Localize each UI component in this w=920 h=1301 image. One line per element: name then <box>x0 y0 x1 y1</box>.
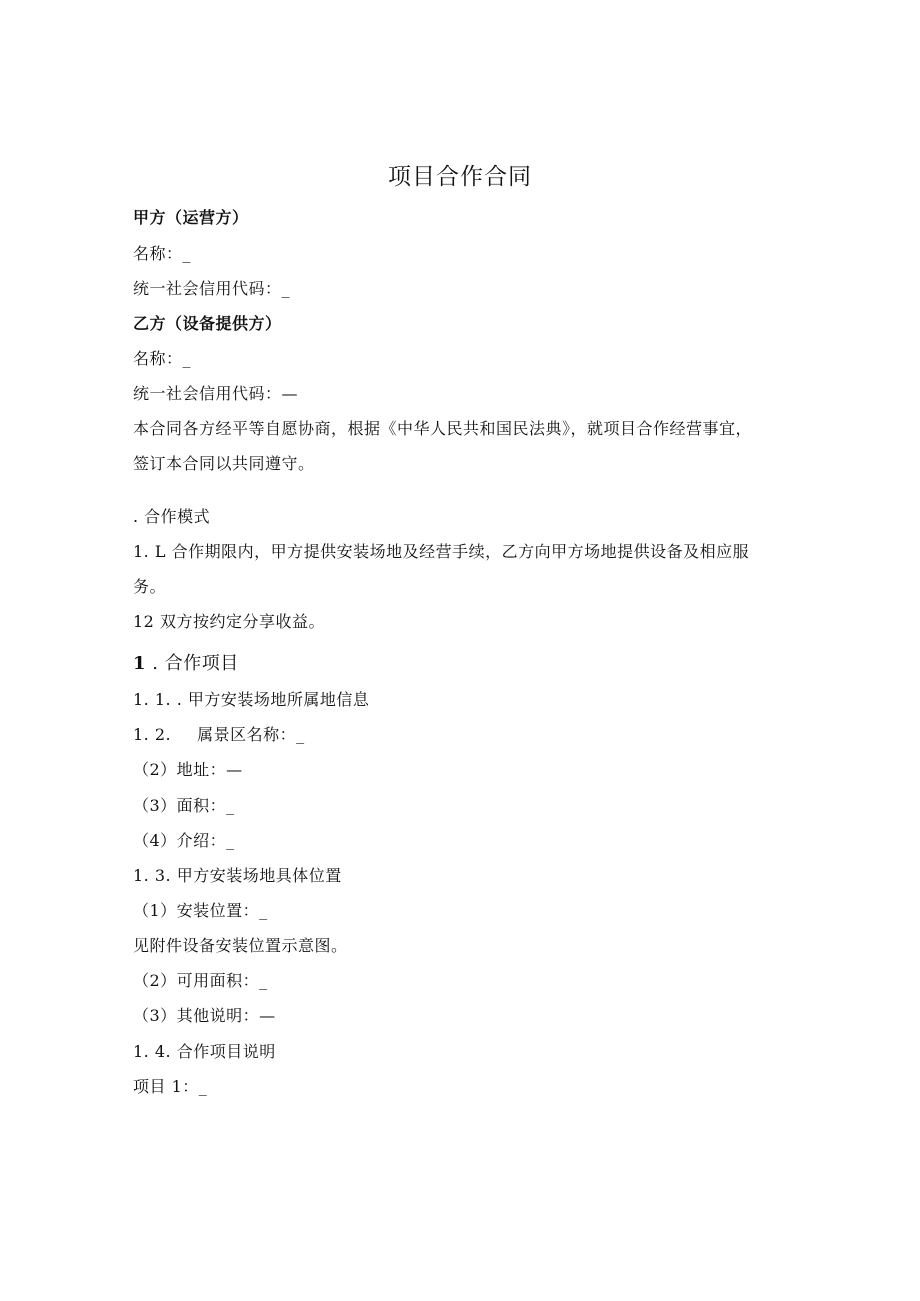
party-a-credit-code: 统一社会信用代码：_ <box>133 279 291 298</box>
section-title: . 合作项目 <box>152 653 239 674</box>
party-a-name: 名称：_ <box>133 244 192 263</box>
clause-number: 1. 2. <box>133 725 172 744</box>
project-1: 项目 1：_ <box>133 1077 208 1096</box>
section-cooperation-mode-heading: . 合作模式 <box>133 507 211 526</box>
install-location-note: 见附件设备安装位置示意图。 <box>133 936 348 955</box>
party-b-heading: 乙方（设备提供方） <box>133 314 282 333</box>
section-cooperation-project-heading <box>133 654 239 674</box>
install-location: （1）安装位置：_ <box>133 901 268 920</box>
document-title: 项目合作合同 <box>388 164 532 190</box>
party-a-heading: 甲方（运营方） <box>133 208 249 227</box>
clause-1-1-line-1: 1. L 合作期限内，甲方提供安装场地及经营手续，乙方向甲方场地提供设备及相应服 <box>133 542 750 561</box>
clause-scenic-area <box>133 725 305 745</box>
site-address: （2）地址：— <box>133 760 243 779</box>
party-b-credit-code: 统一社会信用代码：— <box>133 384 299 403</box>
available-area: （2）可用面积：_ <box>133 971 268 990</box>
clause-site-location: 1. 3. 甲方安装场地具体位置 <box>133 866 342 885</box>
preamble-line-2: 签订本合同以共同遵守。 <box>133 454 315 473</box>
site-intro: （4）介绍：_ <box>133 831 235 850</box>
clause-1-1-line-2: 务。 <box>133 577 167 596</box>
section-number: 1 <box>133 653 147 674</box>
clause-site-info: 1. 1. . 甲方安装场地所属地信息 <box>133 690 370 709</box>
other-notes: （3）其他说明：— <box>133 1006 276 1025</box>
site-area: （3）面积：_ <box>133 796 235 815</box>
scenic-area-name: 属景区名称：_ <box>197 725 305 744</box>
clause-project-description: 1. 4. 合作项目说明 <box>133 1042 276 1061</box>
party-b-name: 名称：_ <box>133 349 192 368</box>
preamble-line-1: 本合同各方经平等自愿协商，根据《中华人民共和国民法典》，就项目合作经营事宜， <box>133 419 753 438</box>
clause-1-2: 12 双方按约定分享收益。 <box>133 612 325 631</box>
